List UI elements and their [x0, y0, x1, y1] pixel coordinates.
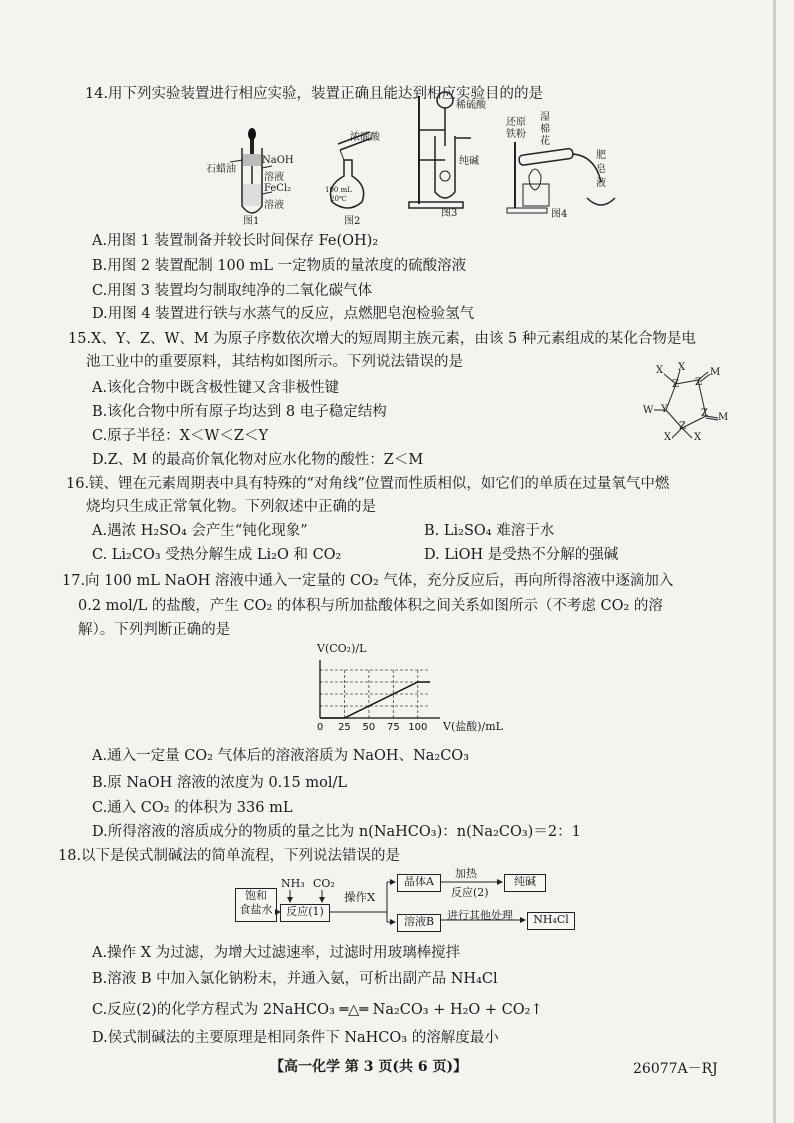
fig4-iron-label-1: 还原 — [506, 117, 526, 128]
atom-z-3: Z — [701, 408, 708, 419]
x-tick-label: 100 — [408, 722, 428, 733]
fig3-acid-label: 稀硫酸 — [456, 100, 486, 111]
flow-other-process: 进行其他处理 — [447, 909, 513, 922]
chart-x-label: V(盐酸)/mL — [443, 720, 503, 733]
q16-stem-1: 16.镁、锂在元素周期表中具有特殊的“对角线”位置而性质相似，如它们的单质在过量氧气中燃 — [66, 476, 670, 492]
q15-option-c: C.原子半径：X＜W＜Z＜Y — [92, 428, 269, 444]
q15-stem-2: 池工业中的重要原料，其结构如图所示。下列说法错误的是 — [86, 354, 463, 370]
q17-option-d: D.所得溶液的溶质成分的物质的量之比为 n(NaHCO₃)：n(Na₂CO₃)＝2：1 — [92, 824, 581, 840]
q14-option-b: B.用图 2 装置配制 100 mL 一定物质的量浓度的硫酸溶液 — [92, 258, 467, 274]
fig4-soap-label-3: 液 — [596, 178, 606, 189]
atom-x-3: X — [664, 432, 672, 443]
flow-reaction2: 反应(2) — [451, 886, 489, 899]
flow-nh3: NH₃ — [281, 877, 305, 890]
atom-m-1: M — [710, 367, 721, 378]
q18-option-c: C.反应(2)的化学方程式为 2NaHCO₃ ═△═ Na₂CO₃ + H₂O + CO₂↑ — [92, 1002, 543, 1018]
atom-x-1: X — [656, 365, 664, 376]
fig1-naoh-label: NaOH — [262, 155, 294, 166]
series-line — [320, 682, 430, 718]
fig1-oil-label: 石蜡油 — [206, 164, 236, 175]
q16-option-d: D. LiOH 是受热不分解的强碱 — [424, 547, 619, 563]
flow-heat: 加热 — [455, 867, 477, 880]
fig4-soap-label-2: 皂 — [596, 164, 606, 175]
flow-brine-box — [235, 888, 277, 922]
fig4-cotton-label-3: 花 — [540, 136, 550, 147]
q16-stem-2: 烧均只生成正常氧化物。下列叙述中正确的是 — [86, 499, 376, 515]
fig2-flask-temp: 20℃ — [330, 195, 347, 203]
q15-stem-1: 15.X、Y、Z、W、M 为原子序数依次增大的短周期主族元素，由该 5 种元素组成的某化合物是电 — [68, 331, 696, 347]
q17-option-b: B.原 NaOH 溶液的浓度为 0.15 mol/L — [92, 775, 347, 791]
page-edge — [773, 0, 776, 1123]
fig4-iron-label-2: 铁粉 — [506, 129, 526, 140]
fig4-caption: 图4 — [551, 209, 568, 220]
fig2-flask-volume: 100 mL — [325, 186, 352, 194]
flow-brine-line2: 食盐水 — [239, 903, 273, 916]
q14-option-c: C.用图 3 装置均匀制取纯净的二氧化碳气体 — [92, 283, 373, 299]
q15-option-b: B.该化合物中所有原子均达到 8 电子稳定结构 — [92, 404, 387, 420]
q18-option-d: D.侯式制碱法的主要原理是相同条件下 NaHCO₃ 的溶解度最小 — [92, 1030, 499, 1046]
fig2-acid-label: 浓硫酸 — [350, 132, 380, 143]
fig1-caption: 图1 — [243, 216, 260, 227]
q18-option-b: B.溶液 B 中加入氯化钠粉末，并通入氨，可析出副产品 NH₄Cl — [92, 971, 498, 987]
atom-w: W — [643, 405, 654, 416]
x-tick-label: 0 — [316, 722, 324, 733]
flow-co2: CO₂ — [313, 877, 335, 890]
fig3-caption: 图3 — [441, 208, 458, 219]
q18-option-a: A.操作 X 为过滤，为增大过滤速率，过滤时用玻璃棒搅拌 — [92, 945, 461, 961]
exam-code: 26077A－RJ — [633, 1061, 718, 1077]
q16-option-a: A.遇浓 H₂SO₄ 会产生“钝化现象” — [92, 523, 308, 539]
atom-z-2: Z — [695, 377, 702, 388]
q17-stem-1: 17.向 100 mL NaOH 溶液中通入一定量的 CO₂ 气体，充分反应后，再向所得溶液中逐滴加入 — [62, 573, 674, 589]
x-tick-label: 75 — [386, 722, 400, 733]
atom-z-4: Z — [679, 421, 686, 432]
chart-y-label: V(CO₂)/L — [317, 642, 367, 655]
x-tick-label: 50 — [362, 722, 376, 733]
atom-m-2: M — [718, 412, 729, 423]
fig3-soda-label: 纯碱 — [459, 156, 479, 167]
page-footer: 【高一化学 第 3 页(共 6 页)】 — [270, 1059, 468, 1075]
atom-x-4: X — [694, 432, 702, 443]
flow-solution-b-box: 溶液B — [397, 914, 441, 932]
flow-crystal-a-box: 晶体A — [397, 874, 441, 892]
q16-option-b: B. Li₂SO₄ 难溶于水 — [424, 523, 555, 539]
q17-stem-3: 解）。下列判断正确的是 — [78, 622, 231, 638]
atom-z-1: Z — [672, 379, 679, 390]
atom-y: Y — [661, 404, 668, 415]
fig1-naoh-sol-label: 溶液 — [264, 172, 284, 183]
q14-option-a: A.用图 1 装置制备并较长时间保存 Fe(OH)₂ — [92, 233, 379, 249]
fig4-cotton-label-2: 棉 — [540, 124, 550, 135]
fig4-soap-label-1: 肥 — [596, 150, 606, 161]
flow-reaction1-box: 反应(1) — [280, 904, 330, 922]
fig2-caption: 图2 — [344, 216, 361, 227]
q14-option-d: D.用图 4 装置进行铁与水蒸气的反应，点燃肥皂泡检验氢气 — [92, 306, 475, 322]
flow-arrows — [275, 862, 575, 934]
flow-brine-line1: 饱和 — [245, 889, 267, 902]
fig1-fecl2-label: FeCl₂ — [264, 183, 292, 194]
fig1-fecl2-sol-label: 溶液 — [264, 200, 284, 211]
q17-option-c: C.通入 CO₂ 的体积为 336 mL — [92, 800, 293, 816]
q15-option-d: D.Z、M 的最高价氧化物对应水化物的酸性：Z＜M — [92, 452, 424, 468]
q16-option-c: C. Li₂CO₃ 受热分解生成 Li₂O 和 CO₂ — [92, 547, 342, 563]
flow-nh4cl-box: NH₄Cl — [527, 912, 575, 930]
x-tick-label: 25 — [338, 722, 351, 733]
q15-option-a: A.该化合物中既含极性键又含非极性键 — [92, 380, 340, 396]
q14-stem: 14.用下列实验装置进行相应实验，装置正确且能达到相应实验目的的是 — [85, 86, 544, 102]
flow-soda-box: 纯碱 — [504, 874, 546, 892]
q17-option-a: A.通入一定量 CO₂ 气体后的溶液溶质为 NaOH、Na₂CO₃ — [92, 748, 470, 764]
q17-stem-2: 0.2 mol/L 的盐酸，产生 CO₂ 的体积与所加盐酸体积之间关系如图所示（不考虑 CO₂ 的溶 — [78, 598, 663, 614]
flow-operation-x: 操作X — [344, 890, 376, 904]
atom-x-2: X — [678, 362, 686, 373]
q18-stem: 18.以下是侯式制碱法的简单流程，下列说法错误的是 — [58, 848, 401, 864]
fig4-cotton-label-1: 湿 — [540, 112, 550, 123]
